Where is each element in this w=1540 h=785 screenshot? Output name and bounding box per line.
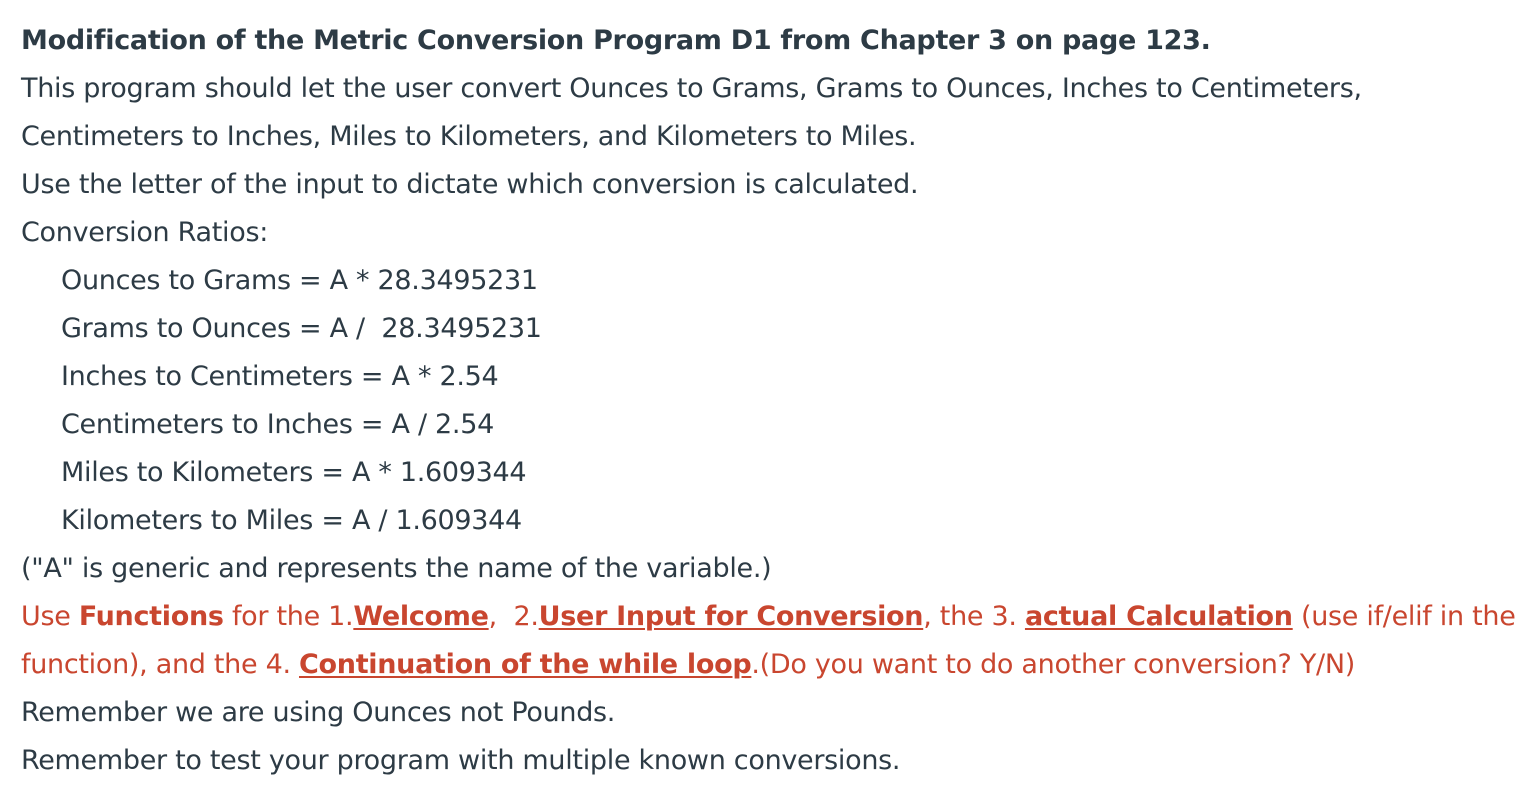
intro-line-3: Use the letter of the input to dictate which conversion is calculated. <box>21 169 919 200</box>
ratio-grams-to-ounces: Grams to Ounces = A / 28.3495231 <box>61 313 542 344</box>
functions-requirement-line-1 <box>21 593 1540 641</box>
functions-text-5: (use if/elif in the <box>1292 601 1516 632</box>
functions-text-7: .(Do you want to do another conversion? Y/N) <box>751 649 1355 680</box>
remember-ounces-note: Remember we are using Ounces not Pounds. <box>21 697 616 728</box>
ratio-centimeters-to-inches: Centimeters to Inches = A / 2.54 <box>61 409 494 440</box>
ratio-inches-to-centimeters: Inches to Centimeters = A * 2.54 <box>61 361 499 392</box>
functions-text-3: , 2. <box>488 601 539 632</box>
functions-requirement-line-2 <box>21 641 1540 689</box>
intro-line-2: Centimeters to Inches, Miles to Kilometers, and Kilometers to Miles. <box>21 121 917 152</box>
functions-text-2: for the 1. <box>223 601 354 632</box>
intro-line-1: This program should let the user convert Ounces to Grams, Grams to Ounces, Inches to Centimeters, <box>21 73 1362 104</box>
generic-variable-note: ("A" is generic and represents the name of the variable.) <box>21 553 772 584</box>
ratio-ounces-to-grams: Ounces to Grams = A * 28.3495231 <box>61 265 538 296</box>
welcome-requirement: Welcome <box>353 601 489 632</box>
functions-keyword: Functions <box>78 601 224 632</box>
assignment-title: Modification of the Metric Conversion Program D1 from Chapter 3 on page 123. <box>21 25 1211 56</box>
conversion-ratios-heading: Conversion Ratios: <box>21 217 269 248</box>
ratio-kilometers-to-miles: Kilometers to Miles = A / 1.609344 <box>61 505 522 536</box>
continuation-requirement: Continuation of the while loop <box>299 649 752 680</box>
functions-text-6: function), and the 4. <box>21 649 300 680</box>
user-input-requirement: User Input for Conversion <box>538 601 924 632</box>
functions-text-4: , the 3. <box>923 601 1025 632</box>
calculation-requirement: actual Calculation <box>1024 601 1293 632</box>
remember-testing-note: Remember to test your program with multiple known conversions. <box>21 745 901 776</box>
functions-text-1: Use <box>21 601 79 632</box>
ratio-miles-to-kilometers: Miles to Kilometers = A * 1.609344 <box>61 457 527 488</box>
